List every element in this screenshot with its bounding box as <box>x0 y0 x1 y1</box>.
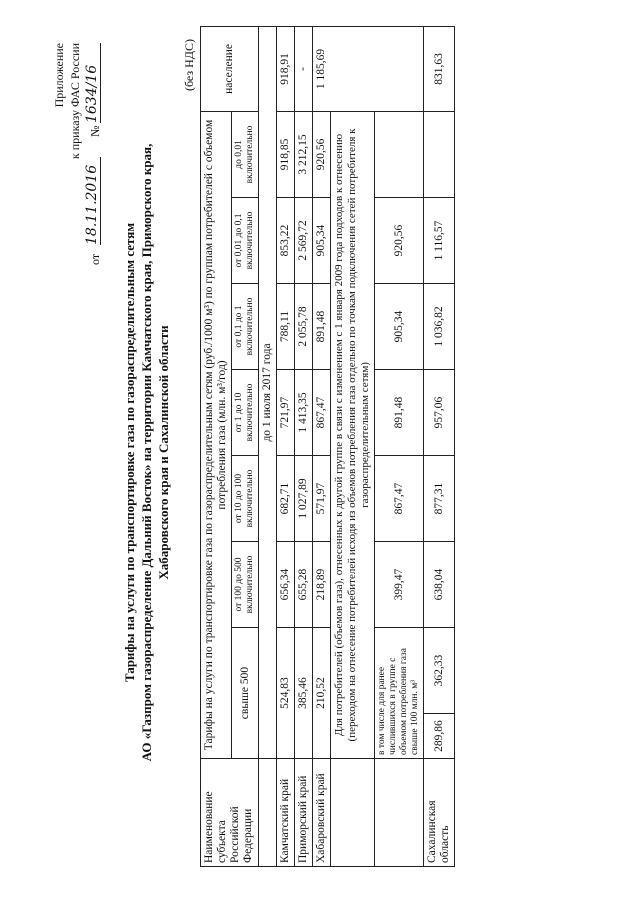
sub-row-label: в том числе для ранее числившихся в группе с объемом потребления газа свыше 100 млн. м³ <box>375 628 424 759</box>
value-cell: 853,22 <box>277 198 295 284</box>
reclassification-note: Для потребителей (объемов газа), отнесенных к другой группе в связи с изменением с 1 января 2009 года подходов к отнесению (переходом на отнесение потребителей исходя из объемов потребления газа отдельно по точкам подключения сетей потребителя к газораспределительным сетям) <box>331 111 375 758</box>
value-cell: 571,97 <box>313 456 331 542</box>
value-cell: 656,34 <box>277 542 295 628</box>
group-header-10-100: от 10 до 100 включительно <box>232 456 259 542</box>
group-header-population: население <box>201 26 259 111</box>
group-header-up-to-0-01: до 0,01 включительно <box>232 111 259 197</box>
value-cell: - <box>295 26 313 111</box>
value-cell: 877,31 <box>424 456 455 542</box>
value-cell: 1 036,82 <box>424 284 455 370</box>
value-cell: 867,47 <box>375 456 424 542</box>
number-prefix: № <box>88 125 102 137</box>
value-cell: 867,47 <box>313 370 331 456</box>
value-cell: 2 055,78 <box>295 284 313 370</box>
value-cell: 788,11 <box>277 284 295 370</box>
table-row <box>313 26 331 866</box>
group-header-0-1-1: от 0,1 до 1 включительно <box>232 284 259 370</box>
value-cell: 905,34 <box>313 198 331 284</box>
value-cell: 385,46 <box>295 628 313 759</box>
region-cell: Сахалинская область <box>424 759 455 867</box>
group-header-over-500: свыше 500 <box>232 628 259 759</box>
table-row <box>295 26 313 866</box>
value-cell: 362,33 <box>424 628 455 714</box>
region-cell: Хабаровский край <box>313 759 331 867</box>
date-prefix: от <box>88 253 102 265</box>
value-cell: 289,86 <box>424 714 455 759</box>
value-cell: 2 569,72 <box>295 198 313 284</box>
title-line-1: Тарифы на услуги по транспортировке газа по газораспределительным сетям <box>122 222 137 683</box>
value-cell: 399,47 <box>375 542 424 628</box>
table-header-row <box>201 26 232 866</box>
group-header-0-01-0-1: от 0,01 до 0,1 включительно <box>232 198 259 284</box>
value-cell: 655,28 <box>295 542 313 628</box>
title-line-2: АО «Газпром газораспределение Дальний Восток» на территории Камчатского края, Приморского края, <box>139 143 154 762</box>
tariff-table <box>200 26 455 867</box>
value-cell: 905,34 <box>375 284 424 370</box>
value-cell: 3 212,15 <box>295 111 313 197</box>
value-cell: 920,56 <box>313 111 331 197</box>
sub-row <box>375 26 424 866</box>
subject-column-header: Наименование субъекта Российской Федерации <box>201 759 259 867</box>
value-cell: 920,56 <box>375 198 424 284</box>
vat-note: (без НДС) <box>182 39 196 92</box>
period-row <box>259 26 277 866</box>
handwritten-date: 18.11.2016 <box>84 157 101 245</box>
order-reference: к приказу ФАС России <box>68 43 82 160</box>
table-row <box>424 26 455 866</box>
value-cell: 918,91 <box>277 26 295 111</box>
note-row <box>331 26 375 866</box>
tariffs-column-header: Тарифы на услуги по транспортировке газа по газораспределительным сетям (руб./1000 м³) по группам потребителей с объемом потребления газа (млн. м³/год) <box>201 111 232 758</box>
value-cell: 891,48 <box>313 284 331 370</box>
group-header-1-10: от 1 до 10 включительно <box>232 370 259 456</box>
value-cell: 1 116,57 <box>424 198 455 284</box>
value-cell: 1 027,89 <box>295 456 313 542</box>
value-cell: 210,52 <box>313 628 331 759</box>
value-cell: 918,85 <box>277 111 295 197</box>
region-cell: Приморский край <box>295 759 313 867</box>
table-groups-row <box>232 26 259 866</box>
title-line-3: Хабаровского края и Сахалинской области <box>156 325 171 580</box>
value-cell: 1 413,35 <box>295 370 313 456</box>
value-cell: 218,89 <box>313 542 331 628</box>
appendix-label: Приложение <box>52 43 66 108</box>
value-cell: 721,97 <box>277 370 295 456</box>
value-cell: 1 185,69 <box>313 26 424 111</box>
region-cell: Камчатский край <box>277 759 295 867</box>
value-cell: 891,48 <box>375 370 424 456</box>
value-cell: 957,06 <box>424 370 455 456</box>
group-header-100-500: от 100 до 500 включительно <box>232 542 259 628</box>
value-cell: 524,83 <box>277 628 295 759</box>
value-cell: 682,71 <box>277 456 295 542</box>
value-cell: 831,63 <box>424 26 455 111</box>
value-cell: 638,04 <box>424 542 455 628</box>
period-label: до 1 июля 2017 года <box>259 26 277 758</box>
handwritten-number: 1634/16 <box>84 43 101 123</box>
table-row <box>277 26 295 866</box>
